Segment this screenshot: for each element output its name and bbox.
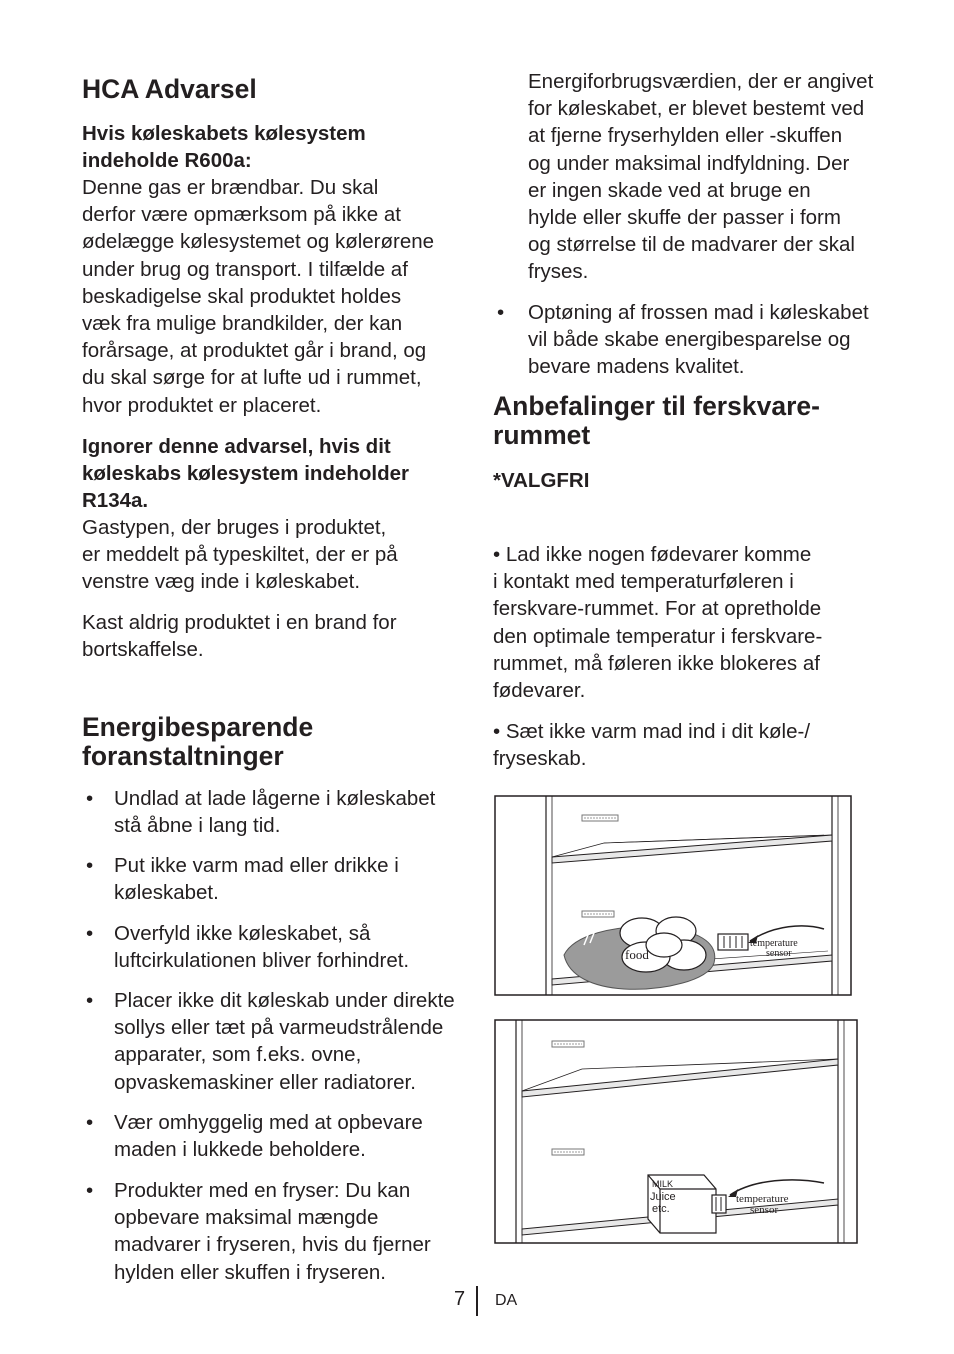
- bullet-icon: •: [86, 1111, 94, 1134]
- fridge-food-sensor-illustration: [494, 795, 852, 997]
- bullet-icon: •: [86, 787, 94, 810]
- hca-disposal-text: Kast aldrig produktet i en brand for bortskaffelse.: [82, 611, 397, 662]
- svg-text:temperature: temperature: [750, 938, 798, 949]
- bullet-icon: •: [86, 854, 94, 877]
- food-label: food: [625, 947, 649, 962]
- svg-text:MILK: MILK: [652, 1179, 674, 1189]
- footer-separator: [476, 1286, 478, 1316]
- svg-text:sensor: sensor: [750, 1204, 779, 1216]
- hca-r600a-text: Denne gas er brændbar. Du skal derfor være opmærksom på ikke at ødelægge kølesystemet og kølerørene under brug og transport. I tilfælde af beskadigelse skal produktet holdes væk fra mulige brandkilder, der kan forårsage, at produktet går i brand, og du skal sørge for at lufte ud i rummet, hvor produktet er placeret.: [82, 176, 435, 417]
- bullet-icon: •: [86, 989, 94, 1012]
- svg-text:Juice: Juice: [650, 1191, 676, 1203]
- svg-text:etc.: etc.: [652, 1203, 670, 1215]
- svg-text:temperature: temperature: [736, 1193, 789, 1205]
- language-code: DA: [495, 1292, 518, 1309]
- bullet-icon: •: [86, 922, 94, 945]
- fridge-milk-sensor-illustration: [494, 1019, 858, 1245]
- fresh-food-title: Anbefalinger til ferskvare- rummet: [493, 391, 820, 450]
- optional-label: *VALGFRI: [493, 469, 590, 492]
- temperature-sensor-icon: [712, 1195, 726, 1213]
- hca-gas-type-text: Gastypen, der bruges i produktet, er meddelt på typeskiltet, der er på venstre væg inde i køleskabet.: [82, 516, 398, 594]
- temperature-sensor-icon: [718, 934, 748, 950]
- page-number: 7: [454, 1288, 466, 1310]
- hca-warning-title: HCA Advarsel: [82, 74, 257, 104]
- hca-r134a-subheading: Ignorer denne advarsel, hvis dit køleskabs kølesystem indeholder R134a.: [82, 435, 409, 513]
- page-footer: [0, 1288, 954, 1318]
- fresh-food-hot-food-text: • Sæt ikke varm mad ind i dit køle-/ fryseskab.: [493, 720, 811, 771]
- hca-r600a-subheading: Hvis køleskabets kølesystem indeholde R600a:: [82, 122, 366, 173]
- energy-value-text: Energiforbrugsværdien, der er angivet for køleskabet, er blevet bestemt ved at fjerne fryserhylden eller -skuffen og under maksimal indfyldning. Der er ingen skade ved at bruge en hylde eller skuffe der passer i form og størrelse til de madvarer der skal fryses.: [528, 70, 874, 284]
- bullet-icon: •: [497, 301, 505, 324]
- fresh-food-sensor-text: • Lad ikke nogen fødevarer komme i kontakt med temperaturføleren i ferskvare-rummet. For at opretholde den optimale temperatur i ferskvare- rummet, må føleren ikke blokeres af fødevarer.: [493, 543, 823, 703]
- energy-saving-title: Energibesparende foranstaltninger: [82, 712, 314, 771]
- bullet-icon: •: [86, 1179, 94, 1202]
- svg-text:sensor: sensor: [766, 948, 792, 959]
